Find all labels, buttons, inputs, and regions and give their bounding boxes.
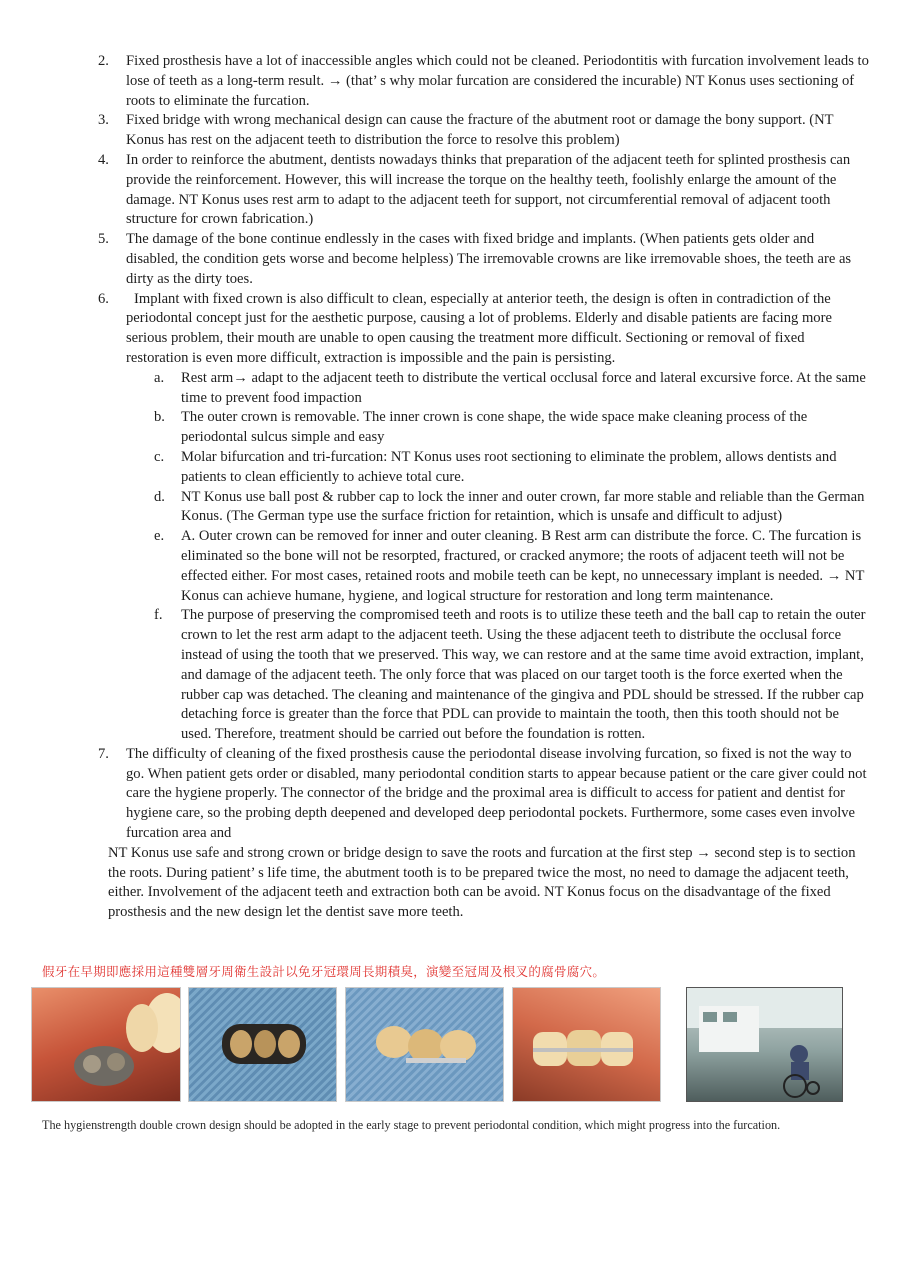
item-text: Fixed prosthesis have a lot of inaccessible angles which could not be cleaned. Periodontitis with furcation involvement leads to lose of teeth as a long-term result. → (that’ s why molar furcation are considered the incurable) NT Konus uses sectioning of roots to eliminate the furcation. [126, 53, 869, 109]
sub-item-c [98, 448, 870, 488]
photo-gold-crowns-art [346, 988, 503, 1101]
chinese-caption: 假牙在早期即應採用這種雙層牙周衛生設計以免牙冠環周長期積臭，演變至冠周及根叉的腐骨腐穴。 [42, 964, 606, 979]
list-item-3 [98, 111, 870, 151]
english-caption: The hygienstrength double crown design should be adopted in the early stage to prevent periodontal condition, which might progress into the furcation. [42, 1118, 781, 1132]
sub-item-e [98, 527, 870, 606]
sub-item-b [98, 408, 870, 448]
sub-text: The outer crown is removable. The inner crown is cone shape, the wide space make cleaning process of the periodontal sulcus simple and easy [181, 409, 808, 446]
item-number: 6. [98, 290, 109, 307]
photo-wheelchair-patient [686, 987, 843, 1102]
document-body [98, 52, 870, 923]
item-text: The damage of the bone continue endlessly in the cases with fixed bridge and implants. (When patients gets older and disabled, the condition gets worse and become helpless) The irremovable crowns are like irremovable shoes, the teeth are as dirty as the dirty toes. [126, 231, 852, 287]
item-text: In order to reinforce the abutment, dentists nowadays thinks that preparation of the adjacent teeth for splinted prosthesis can provide the reinforcement. However, this will increase the torque on the healthy teeth, foolishly enlarge the amount of the damage. NT Konus uses rest arm to adapt to the adjacent teeth for support, not circumferential removal of adjacent tooth structure for crown fabrication.) [126, 151, 851, 228]
item-text: The difficulty of cleaning of the fixed prosthesis cause the periodontal disease involving furcation, so fixed is not the way to go. When patient gets order or disabled, many periodontal condition starts to appear because patient or the care giver could not care the hygiene properly. The connector of the bridge and the proximal area is difficult to access for patient and dentist for hygiene care, so the probing depth deepened and developed deep periodontal pockets. Furthermore, some cases even involve furcation area and [126, 745, 867, 842]
list-item-2 [98, 52, 870, 111]
sub-item-f [98, 606, 870, 745]
item-number: 7. [98, 745, 109, 762]
item-number: 4. [98, 151, 109, 168]
photo-removed-bridge-art [189, 988, 336, 1101]
sub-item-a [98, 369, 870, 409]
item-number: 3. [98, 112, 109, 129]
item-number: 5. [98, 231, 109, 248]
photo-mouth-new-crown [512, 987, 661, 1102]
sub-item-d [98, 488, 870, 528]
photo-mouth-old-crown [31, 987, 181, 1102]
item-text: Fixed bridge with wrong mechanical design can cause the fracture of the abutment root or damage the bony support. (NT Konus has rest on the adjacent teeth to distribution the force to resolve this problem) [126, 112, 834, 149]
sub-letter: b. [154, 409, 165, 426]
sub-letter: f. [154, 607, 163, 624]
photo-gold-crowns [345, 987, 504, 1102]
sub-letter: d. [154, 488, 165, 505]
photo-mouth-new-crown-art [513, 988, 660, 1101]
photo-removed-bridge [188, 987, 337, 1102]
photo-wheelchair-patient-art [687, 988, 842, 1101]
item-number: 2. [98, 53, 109, 69]
closing-paragraph: NT Konus use safe and strong crown or bridge design to save the roots and furcation at the first step → second step is to section the roots. During patient’ s life time, the abutment tooth is to be prepared twice the most, no need to damage the adjacent teeth, either. Involvement of the adjacent teeth and extraction both can be avoid. NT Konus focus on the disadvantage of the fixed prosthesis and the new design let the dentist save more teeth. [108, 844, 856, 921]
sub-text: Rest arm→ adapt to the adjacent teeth to distribute the vertical occlusal force and lateral excursive force. At the same time to prevent food impaction [181, 369, 866, 406]
list-item-6 [98, 290, 870, 369]
item-text: Implant with fixed crown is also difficult to clean, especially at anterior teeth, the design is often in contradiction of the periodontal concept just for the aesthetic purpose, causing a lot of problems. Elderly and disable patients are facing more serious problem, their mouth are unable to open causing the treatment more difficult. Sectioning or removal of fixed restoration is even more difficult, extraction is impossible and the pain is persisting. [126, 290, 832, 366]
list-item-7 [98, 745, 870, 844]
photo-mouth-old-crown-art [32, 988, 180, 1101]
list-item-5 [98, 230, 870, 289]
list-item-4 [98, 151, 870, 230]
sub-text: A. Outer crown can be removed for inner and outer cleaning. B Rest arm can distribute the force. C. The furcation is eliminated so the bone will not be resorpted, fractured, or cracked anymore; the roots of adjacent teeth will not be effected either. For most cases, retained roots and mobile teeth can be kept, no unnecessary implant is needed. → NT Konus can achieve humane, hygiene, and logical structure for restoration and long term maintenance. [181, 528, 865, 604]
sub-letter: e. [154, 528, 165, 545]
sub-text: NT Konus use ball post & rubber cap to lock the inner and outer crown, far more stable and reliable than the German Konus. (The German type use the surface friction for retaintion, which is unsafe and difficult to adjust) [181, 488, 865, 525]
sub-letter: c. [154, 448, 165, 465]
sub-text: The purpose of preserving the compromised teeth and roots is to utilize these teeth and the ball cap to retain the outer crown to let the rest arm adapt to the adjacent teeth. Using the these adjacent teeth to distribute the occlusal force instead of using the tooth that we preserved. This way, we can restore and at the same time avoid extraction, implant, and damage of the adjacent teeth. The only force that was placed on our target tooth is the force exerted when the rubber cap was detached. The cleaning and maintenance of the gingiva and PDL should be stressed. If the rubber cap detaching force is greater than the force that PDL can provide to maintain the tooth, then this tooth should not be used. Therefore, treatment should be carried out before the foundation is rotten. [181, 607, 866, 743]
sub-letter: a. [154, 369, 165, 386]
sub-text: Molar bifurcation and tri-furcation: NT Konus uses root sectioning to eliminate the problem, allows dentists and patients to clean efficiently to achieve total cure. [181, 448, 837, 485]
